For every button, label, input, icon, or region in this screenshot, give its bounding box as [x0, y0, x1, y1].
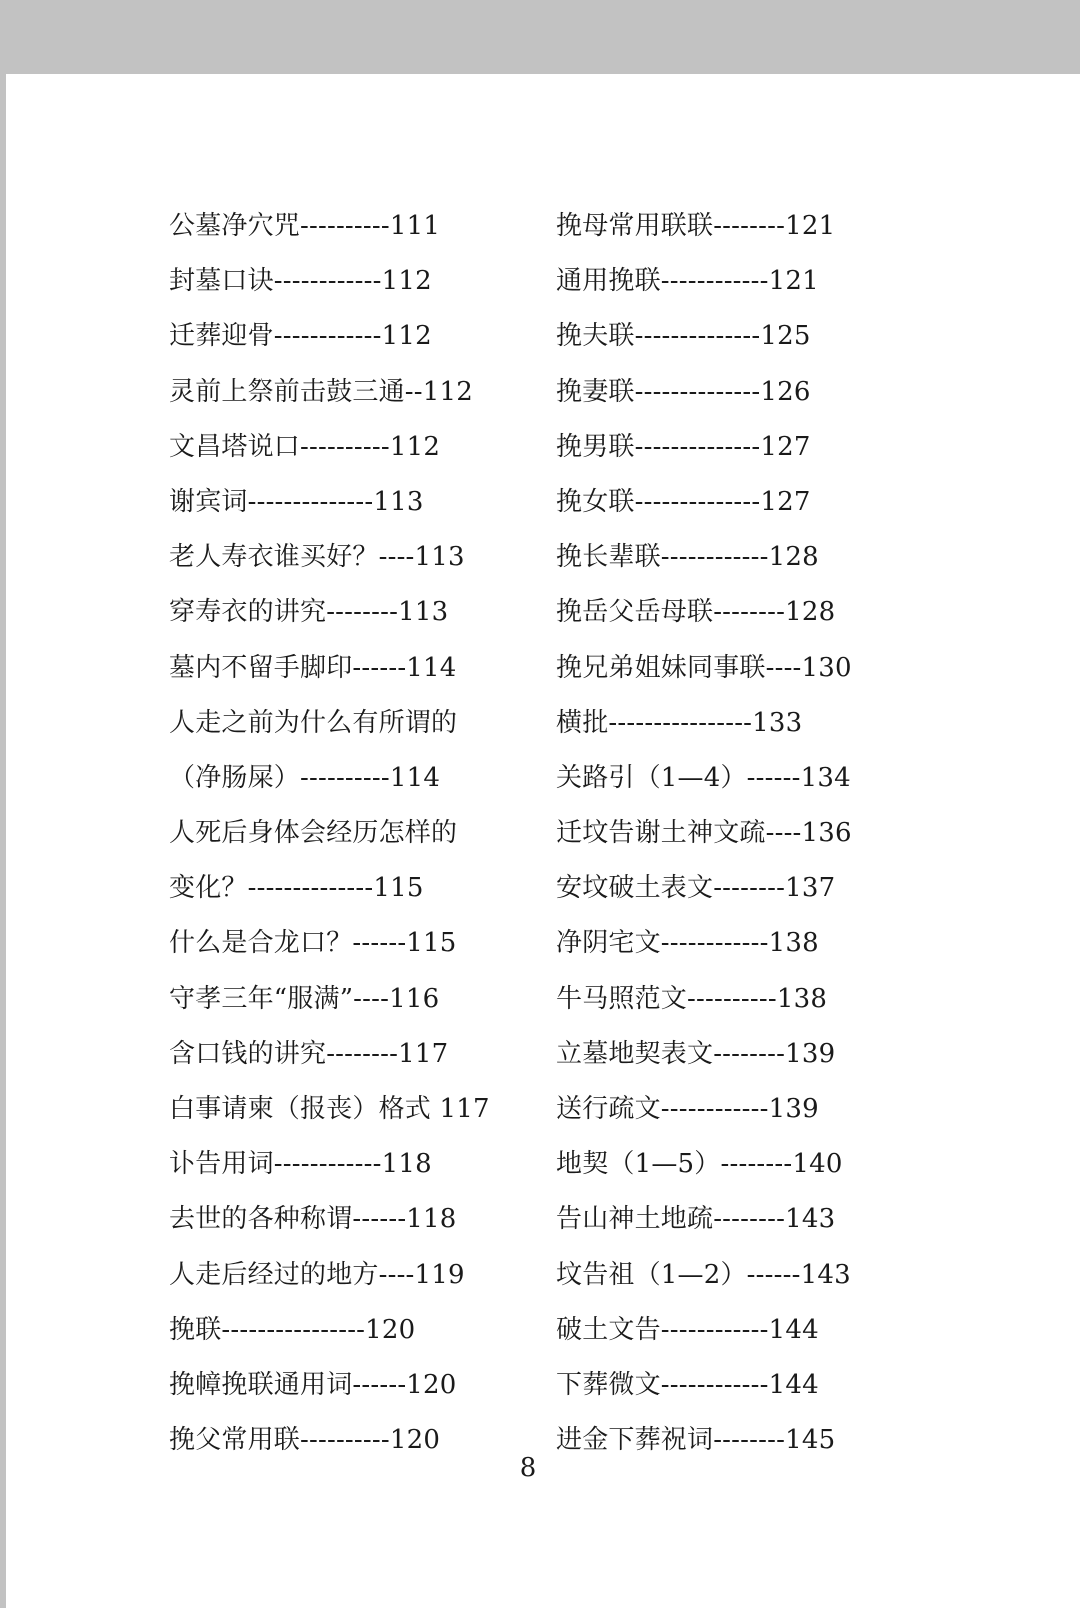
toc-entry: 去世的各种称谓------118 — [169, 1204, 457, 1235]
toc-column-right — [556, 199, 852, 1468]
toc-entry: 人走后经过的地方----119 — [169, 1259, 465, 1290]
toc-entry: 挽母常用联联--------121 — [556, 211, 836, 241]
document-page — [6, 74, 1080, 1608]
toc-entry: 封墓口诀------------112 — [169, 266, 432, 297]
toc-entry: 立墓地契表文--------139 — [556, 1038, 836, 1069]
toc-entry: 人死后身体会经历怎样的 — [169, 818, 458, 849]
toc-entry: 挽女联--------------127 — [556, 486, 811, 517]
toc-entry: 含口钱的讲究--------117 — [169, 1038, 449, 1069]
toc-entry: 挽幛挽联通用词------120 — [169, 1369, 457, 1400]
toc-entry: 地契（1—5）--------140 — [556, 1149, 843, 1180]
toc-entry: 安坟破土表文--------137 — [556, 873, 836, 904]
toc-entry: 讣告用词------------118 — [169, 1149, 432, 1180]
toc-entry: 牛马照范文----------138 — [556, 983, 828, 1014]
toc-entry: 破土文告------------144 — [556, 1314, 819, 1345]
toc-entry: （净肠屎）----------114 — [169, 762, 441, 793]
toc-entry: 关路引（1—4）------134 — [556, 762, 851, 793]
toc-entry: 坟告祖（1—2）------143 — [556, 1259, 851, 1290]
toc-entry: 公墓净穴咒----------111 — [169, 211, 441, 241]
toc-entry: 挽男联--------------127 — [556, 431, 811, 462]
toc-entry: 什么是合龙口？------115 — [169, 928, 457, 959]
toc-column-left — [169, 199, 490, 1468]
toc-entry: 挽父常用联----------120 — [169, 1425, 441, 1456]
toc-entry: 迁坟告谢土神文疏----136 — [556, 818, 852, 849]
toc-entry: 谢宾词--------------113 — [169, 486, 424, 517]
toc-entry: 文昌塔说口----------112 — [169, 431, 441, 462]
toc-entry: 守孝三年“服满”----116 — [169, 983, 440, 1014]
toc-entry: 迁葬迎骨------------112 — [169, 321, 432, 352]
toc-entry: 穿寿衣的讲究--------113 — [169, 597, 449, 628]
toc-entry: 净阴宅文------------138 — [556, 928, 819, 959]
toc-entry: 挽兄弟姐妹同事联----130 — [556, 652, 852, 683]
toc-entry: 挽妻联--------------126 — [556, 376, 811, 407]
toc-entry: 白事请柬（报丧）格式 117 — [169, 1094, 490, 1124]
toc-entry: 下葬微文------------144 — [556, 1369, 819, 1400]
toc-entry: 老人寿衣谁买好？----113 — [169, 542, 465, 573]
toc-entry: 挽夫联--------------125 — [556, 321, 811, 352]
toc-entry: 进金下葬祝词--------145 — [556, 1425, 836, 1456]
toc-entry: 灵前上祭前击鼓三通--112 — [169, 376, 473, 407]
page-number: 8 — [519, 1453, 537, 1483]
toc-entry: 送行疏文------------139 — [556, 1094, 819, 1124]
toc-entry: 墓内不留手脚印------114 — [169, 652, 457, 683]
toc-entry: 变化？--------------115 — [169, 873, 424, 904]
toc-entry: 挽岳父岳母联--------128 — [556, 597, 836, 628]
toc-entry: 告山神土地疏--------143 — [556, 1204, 836, 1235]
toc-entry: 挽联----------------120 — [169, 1314, 416, 1345]
toc-entry: 挽长辈联------------128 — [556, 542, 819, 573]
toc-entry: 人走之前为什么有所谓的 — [169, 707, 458, 738]
toc-entry: 通用挽联------------121 — [556, 266, 819, 297]
toc-entry: 横批----------------133 — [556, 707, 803, 738]
